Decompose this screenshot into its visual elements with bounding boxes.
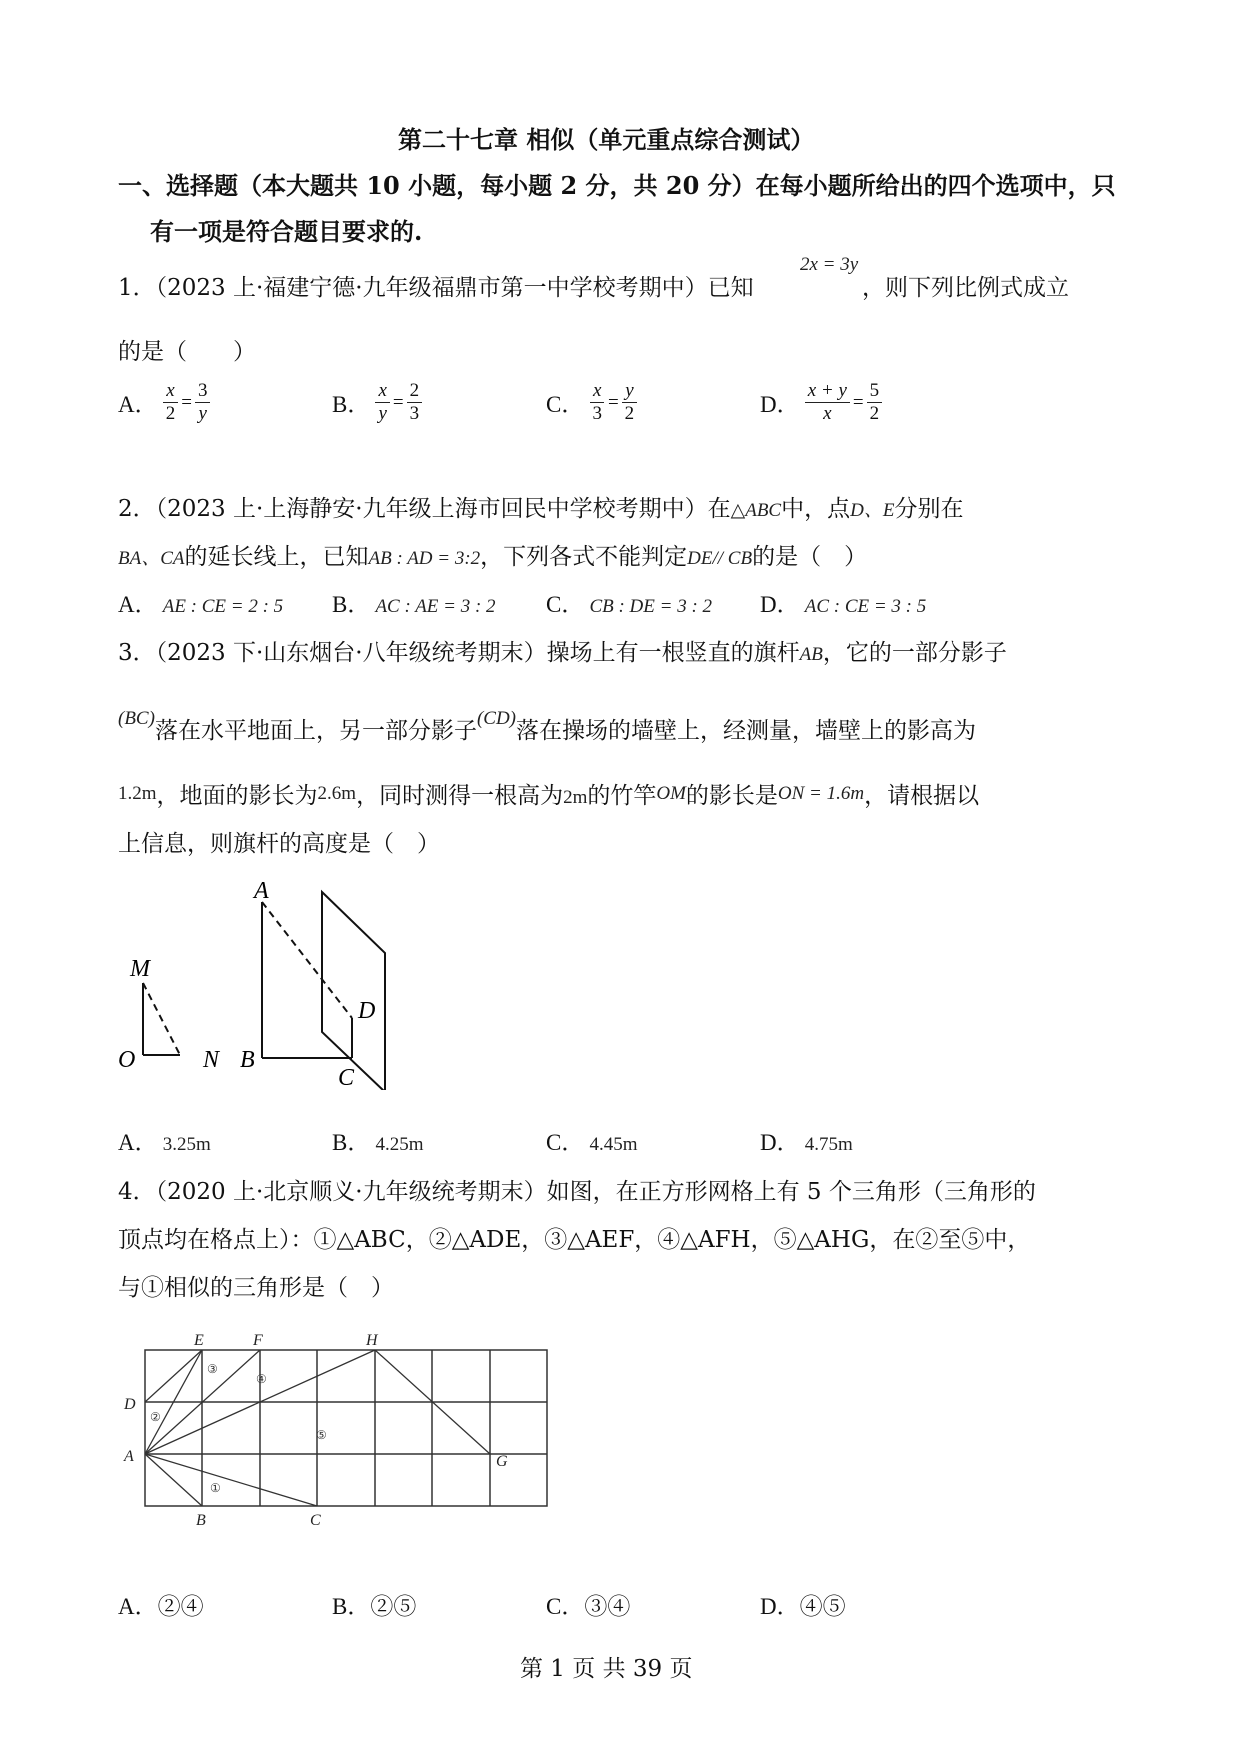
q2-option-b: B． AC : AE = 3 : 2 xyxy=(332,592,496,617)
grid-label-c: C xyxy=(310,1512,321,1529)
label-o: O xyxy=(118,1047,136,1073)
q1-option-a: A． $\frac{x}{2}$ = $\frac{3}{y}$ xyxy=(118,380,210,425)
q1-text-1: 1．（2023 上·福建宁德·九年级福鼎市第一中学校考期中）已知 xyxy=(118,275,754,301)
label-d: D xyxy=(358,998,376,1024)
q4-option-a: A．②④ xyxy=(118,1594,204,1619)
q1-text-3: 的是（ ） xyxy=(118,339,256,365)
q1-option-c: C． $\frac{x}{3}$ = $\frac{y}{2}$ xyxy=(546,380,637,425)
q4-line2: 顶点均在格点上）：①△ABC，②△ADE，③△AEF，④△AFH，⑤△AHG，在②至⑤中， xyxy=(118,1227,1031,1253)
section-header-line2: 有一项是符合题目要求的. xyxy=(150,217,423,246)
q4-option-c: C．③④ xyxy=(546,1594,631,1619)
q4-line1: 4．（2020 上·北京顺义·九年级统考期末）如图，在正方形网格上有 5 个三角形（三角形的 xyxy=(118,1179,1036,1205)
label-m: M xyxy=(130,956,150,982)
label-c: C xyxy=(338,1065,355,1090)
grid-label-d: D xyxy=(124,1396,136,1413)
q3-option-d: D． 4.75m xyxy=(760,1130,853,1155)
q3-line4: 上信息，则旗杆的高度是（ ） xyxy=(118,831,440,857)
section-header-line1: 一、选择题（本大题共 10 小题，每小题 2 分，共 20 分）在每小题所给出的四个选项中，只 xyxy=(118,171,1116,200)
triangle-number-2: ② xyxy=(150,1410,161,1424)
sun-ray-ad xyxy=(262,902,352,1018)
label-b: B xyxy=(240,1047,255,1073)
label-a: A xyxy=(254,878,269,904)
q2-line1: 2．（2023 上·上海静安·九年级上海市回民中学校考期中）在△ABC中，点D、E分别在 xyxy=(118,496,964,522)
grid-label-h: H xyxy=(366,1332,378,1349)
triangle-number-4: ④ xyxy=(256,1372,267,1386)
q2-option-a: A． AE : CE = 2 : 5 xyxy=(118,592,284,617)
sun-ray-mn xyxy=(143,983,180,1055)
q3-option-c: C． 4.45m xyxy=(546,1130,638,1155)
page-footer: 第 1 页 共 39 页 xyxy=(520,1656,693,1682)
q1-option-b: B． $\frac{x}{y}$ = $\frac{2}{3}$ xyxy=(332,380,422,425)
q4-option-b: B．②⑤ xyxy=(332,1594,417,1619)
q4-grid-figure xyxy=(110,1325,560,1555)
grid-label-g: G xyxy=(496,1453,508,1470)
q3-line1: 3．（2023 下·山东烟台·八年级统考期末）操场上有一根竖直的旗杆AB，它的一部分影子 xyxy=(118,640,1007,666)
q3-figure xyxy=(110,870,420,1090)
grid-label-e: E xyxy=(194,1332,204,1349)
grid-label-f: F xyxy=(253,1332,263,1349)
q3-option-a: A． 3.25m xyxy=(118,1130,211,1155)
q4-option-d: D．④⑤ xyxy=(760,1594,846,1619)
page-title: 第二十七章 相似（单元重点综合测试） xyxy=(398,125,815,154)
q4-line3: 与①相似的三角形是（ ） xyxy=(118,1275,394,1301)
grid-label-a: A xyxy=(124,1448,134,1465)
q1-option-d: D． $\frac{x + y}{x}$ = $\frac{5}{2}$ xyxy=(760,380,882,425)
q3-option-b: B． 4.25m xyxy=(332,1130,424,1155)
triangle-number-5: ⑤ xyxy=(316,1428,327,1442)
triangle-number-1: ① xyxy=(210,1481,221,1495)
q2-option-d: D． AC : CE = 3 : 5 xyxy=(760,592,927,617)
grid-label-b: B xyxy=(196,1512,206,1529)
label-n: N xyxy=(203,1047,220,1073)
q1-condition: 2x = 3y xyxy=(800,254,859,275)
q2-line2: BA、CA的延长线上，已知AB : AD = 3:2，下列各式不能判定DE// CB的是（ ） xyxy=(118,544,868,570)
q1-text-2: ，则下列比例式成立 xyxy=(862,275,1069,301)
triangle-number-3: ③ xyxy=(207,1362,218,1376)
q2-option-c: C． CB : DE = 3 : 2 xyxy=(546,592,713,617)
q3-line2: $^{(BC)}$落在水平地面上，另一部分影子$^{(CD)}$落在操场的墙壁上，经测量，墙壁上的影高为 xyxy=(118,708,976,744)
q3-line3: 1.2m，地面的影长为2.6m，同时测得一根高为2m的竹竿OM的影长是ON = 1.6m，请根据以 xyxy=(118,783,980,809)
